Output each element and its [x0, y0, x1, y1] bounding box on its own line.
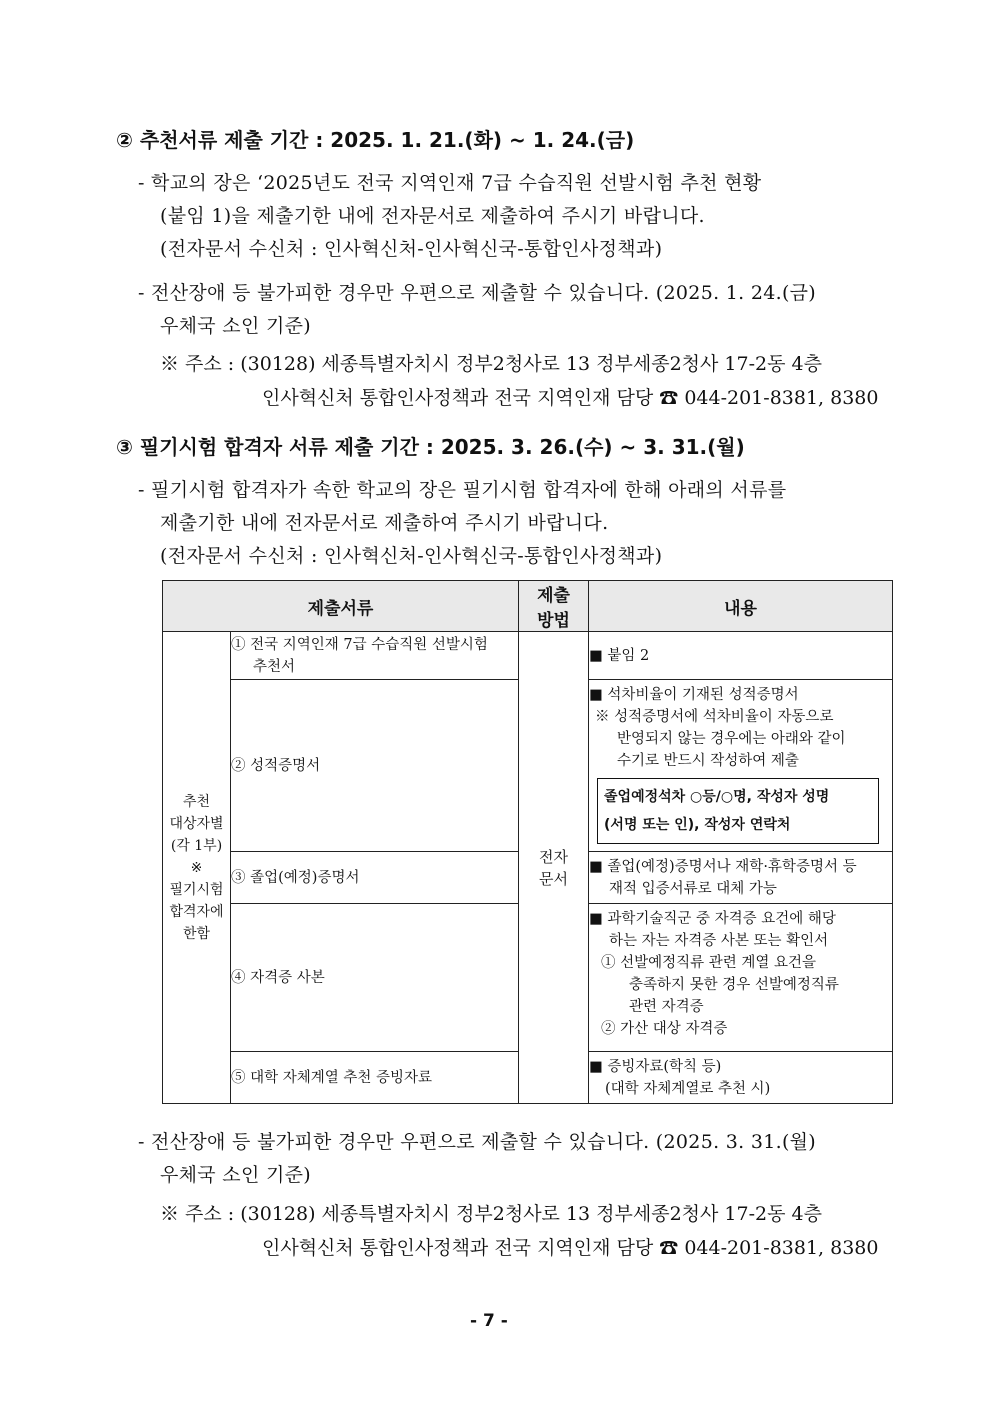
content-cell-transcript: [589, 680, 893, 852]
section2-heading: ② 추천서류 제출 기간 : 2025. 1. 21.(화) ~ 1. 24.(금): [116, 128, 635, 152]
rank-notice-line2: (서명 또는 인), 작성자 연락처: [604, 817, 791, 833]
content-cell-evidence: [589, 1052, 893, 1104]
section3-heading: ③ 필기시험 합격자 서류 제출 기간 : 2025. 3. 26.(수) ~ 3. 31.(월): [116, 435, 745, 459]
section3-address-line1: ※ 주소 : (30128) 세종특별자치시 정부2청사로 13 정부세종2청사 17-2동 4층: [160, 1203, 822, 1225]
method-line2: 문서: [539, 869, 568, 888]
doc-line: 추천서: [253, 658, 296, 675]
group-label-line: 추천: [182, 793, 211, 810]
header-method-line1: 제출: [537, 586, 570, 606]
header-content: 내용: [589, 581, 893, 632]
doc-cell-transcript: ② 성적증명서: [231, 680, 519, 852]
content-line: 충족하지 못한 경우 선발예정직류: [629, 977, 839, 993]
page-number: - 7 -: [470, 1311, 508, 1331]
header-method-line2: 방법: [537, 611, 570, 631]
content-line: ■ 과학기술직군 중 자격증 요건에 해당: [589, 911, 836, 927]
section2-bullet1-line2: (붙임 1)을 제출기한 내에 전자문서로 제출하여 주시기 바랍니다.: [160, 205, 705, 227]
section3-bullet2-line1: - 전산장애 등 불가피한 경우만 우편으로 제출할 수 있습니다. (2025. 3. 31.(월): [138, 1131, 817, 1153]
doc-cell-graduation: ③ 졸업(예정)증명서: [231, 852, 519, 904]
doc-cell-recommendation: [231, 632, 519, 680]
group-label-line: 필기시험: [169, 881, 224, 898]
content-line: ■ 석차비율이 기재된 성적증명서: [589, 687, 799, 703]
group-label-line: ※: [190, 859, 203, 876]
group-label-cell: [163, 632, 231, 1104]
method-cell: [519, 632, 589, 1104]
content-line: 반영되지 않는 경우에는 아래와 같이: [617, 731, 846, 747]
section2-bullet2-line1: - 전산장애 등 불가피한 경우만 우편으로 제출할 수 있습니다. (2025. 1. 24.(금): [138, 282, 817, 304]
header-method: [519, 581, 589, 632]
section3-bullet2-line2: 우체국 소인 기준): [160, 1164, 311, 1186]
content-cell-graduation: [589, 852, 893, 904]
section2-receiver: (전자문서 수신처 : 인사혁신처-인사혁신국-통합인사정책과): [160, 238, 663, 260]
content-line: (대학 자체계열로 추천 시): [605, 1080, 771, 1097]
section3-bullet1-line1: - 필기시험 합격자가 속한 학교의 장은 필기시험 합격자에 한해 아래의 서류를: [138, 479, 787, 501]
group-label-line: (각 1부): [170, 837, 223, 854]
method-line1: 전자: [539, 847, 568, 866]
section2-bullet1-line1: - 학교의 장은 ‘2025년도 전국 지역인재 7급 수습직원 선발시험 추천 현황: [138, 172, 762, 194]
section3-receiver: (전자문서 수신처 : 인사혁신처-인사혁신국-통합인사정책과): [160, 545, 663, 567]
group-label-line: 한함: [182, 925, 211, 942]
content-line: ■ 졸업(예정)증명서나 재학·휴학증명서 등: [589, 858, 857, 875]
submission-documents-table: [162, 580, 893, 1104]
content-line: 수기로 반드시 작성하여 제출: [617, 753, 799, 769]
content-line: 재적 입증서류로 대체 가능: [609, 880, 777, 897]
content-cell-recommendation: [589, 632, 893, 680]
section2-address-line1: ※ 주소 : (30128) 세종특별자치시 정부2청사로 13 정부세종2청사 17-2동 4층: [160, 353, 822, 375]
content-line: ■ 붙임 2: [589, 647, 650, 664]
group-label-line: 대상자별: [169, 815, 224, 832]
doc-cell-certificate: ④ 자격증 사본: [231, 904, 519, 1052]
header-documents: 제출서류: [163, 581, 519, 632]
content-line: ① 선발예정직류 관련 계열 요건을: [601, 955, 817, 971]
content-line: 관련 자격증: [629, 999, 704, 1015]
section2-address-line2: 인사혁신처 통합인사정책과 전국 지역인재 담당 ☎ 044-201-8381, 8380: [262, 387, 879, 409]
section3-address-line2: 인사혁신처 통합인사정책과 전국 지역인재 담당 ☎ 044-201-8381, 8380: [262, 1237, 879, 1259]
rank-notice-box: [597, 778, 879, 844]
section2-bullet2-line2: 우체국 소인 기준): [160, 315, 311, 337]
rank-notice-line1: 졸업예정석차 ○등/○명, 작성자 성명: [604, 789, 830, 805]
content-cell-certificate: [589, 904, 893, 1052]
content-line: ※ 성적증명서에 석차비율이 자동으로: [595, 709, 834, 725]
doc-cell-evidence: ⑤ 대학 자체계열 추천 증빙자료: [231, 1052, 519, 1104]
content-line: ② 가산 대상 자격증: [601, 1021, 728, 1037]
section3-bullet1-line2: 제출기한 내에 전자문서로 제출하여 주시기 바랍니다.: [160, 512, 609, 534]
content-line: 하는 자는 자격증 사본 또는 확인서: [609, 933, 829, 949]
doc-line: ① 전국 지역인재 7급 수습직원 선발시험: [231, 636, 488, 653]
group-label-line: 합격자에: [169, 903, 224, 920]
content-line: ■ 증빙자료(학칙 등): [589, 1058, 722, 1075]
